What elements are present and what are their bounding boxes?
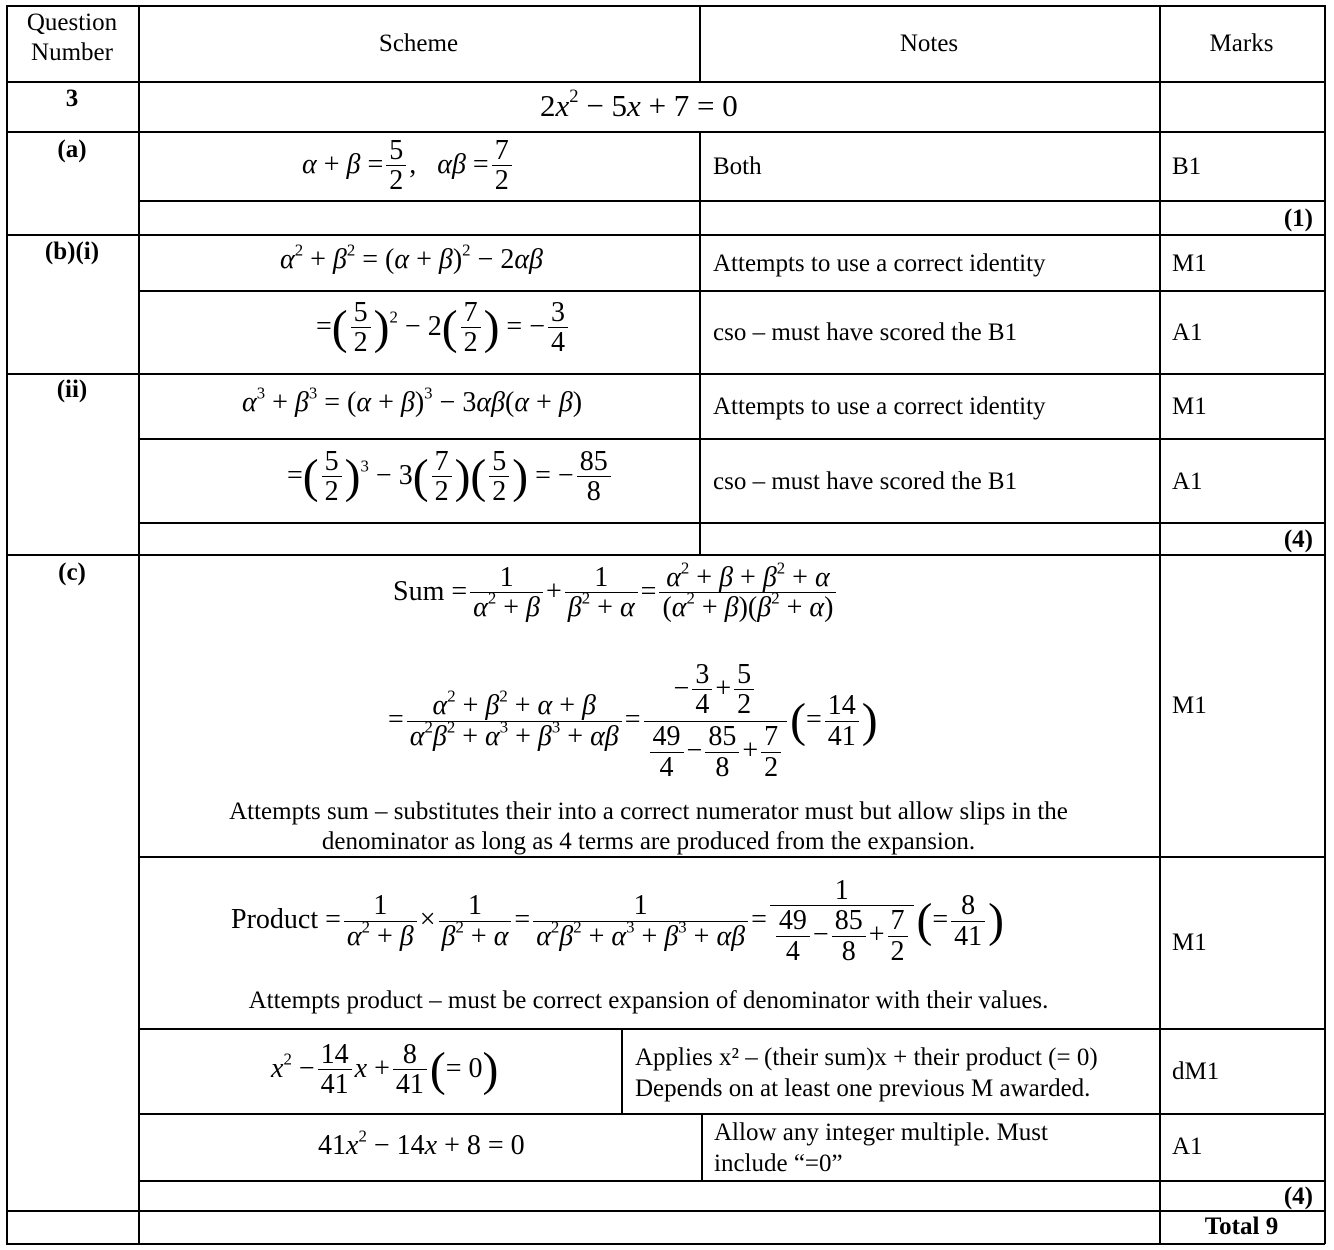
rule xyxy=(6,1210,1325,1212)
part-b-i-mark-1: M1 xyxy=(1172,250,1207,277)
part-b-ii-value: =( $\frac{5}{2}$ )$^3$ − 3( $\frac{7}{2}$ )( $\frac{5}{2}$ ) = − $\frac{85}{8}$ xyxy=(287,447,614,508)
part-a-subtotal: (1) xyxy=(1283,205,1313,232)
rule xyxy=(138,1113,1325,1115)
header-marks: Marks xyxy=(1209,30,1274,57)
part-c-final-mark: A1 xyxy=(1172,1133,1203,1160)
rule xyxy=(699,131,701,555)
part-a-note: Both xyxy=(713,153,762,180)
rule xyxy=(621,1028,623,1114)
part-c-sum-note-1: Attempts sum – substitutes their into a correct numerator must but allow slips in the xyxy=(229,798,1068,825)
rule xyxy=(6,554,1325,556)
part-c-subtotal: (4) xyxy=(1283,1183,1313,1210)
part-b-i-mark-2: A1 xyxy=(1172,319,1203,346)
part-b-ii-mark-1: M1 xyxy=(1172,393,1207,420)
header-question-number-line1: Question xyxy=(26,9,118,36)
part-b-ii-identity: $\alpha^3 + \beta^3 = (\alpha + \beta)^3 - 3\alpha\beta(\alpha + \beta)$ xyxy=(242,383,583,418)
part-c-final-equation: $41x^2 - 14x + 8 = 0$ xyxy=(318,1126,525,1161)
part-b-subtotal: (4) xyxy=(1283,526,1313,553)
rule xyxy=(138,1180,1325,1182)
part-b-i-identity: $\alpha^2 + \beta^2 = (\alpha + \beta)^2 - 2\alpha\beta$ xyxy=(280,240,543,275)
part-b-ii-note-1: Attempts to use a correct identity xyxy=(713,393,1046,420)
part-c-equation-note-1: Applies x² – (their sum)x + their product (= 0) xyxy=(635,1044,1098,1071)
rule xyxy=(6,131,1325,133)
rule xyxy=(6,5,1325,7)
part-c-equation-mark: dM1 xyxy=(1172,1058,1220,1085)
part-b-i-note-2: cso – must have scored the B1 xyxy=(713,319,1018,346)
part-c-sum-line-2: = $\frac{\alpha^2 + \beta^2 + \alpha + \beta}{\alpha^2\beta^2 + \alpha^3 + \beta^3 + \alpha\beta}$ = − $\frac{3}{4}$ + $\frac{5}{2}$ $\frac{49}{4}$ − $\frac{85}{8}$ + $\frac{7}{2}$ (= $\frac{14}{41}$ ) xyxy=(388,659,878,783)
question-number: 3 xyxy=(65,85,79,112)
part-c-final-note-1: Allow any integer multiple. Must xyxy=(714,1119,1048,1146)
product-word: Product xyxy=(231,904,319,936)
rule xyxy=(6,5,8,1244)
part-b-ii-mark-2: A1 xyxy=(1172,468,1203,495)
part-c-final-note-2: include “=0” xyxy=(714,1150,843,1177)
rule xyxy=(138,5,140,1244)
rule xyxy=(138,200,1325,202)
rule xyxy=(701,1113,703,1181)
part-c-sum-note-2: denominator as long as 4 terms are produced from the expansion. xyxy=(321,828,976,855)
total-marks: Total 9 xyxy=(1204,1213,1279,1240)
rule xyxy=(138,1028,1325,1030)
rule xyxy=(1159,5,1161,1244)
part-b-i-label: (b)(i) xyxy=(44,238,100,265)
part-c-product-note: Attempts product – must be correct expansion of denominator with their values. xyxy=(248,987,1049,1014)
sum-word: Sum xyxy=(393,576,445,608)
part-b-ii-note-2: cso – must have scored the B1 xyxy=(713,468,1018,495)
part-c-product-mark: M1 xyxy=(1172,929,1207,956)
part-c-sum-mark: M1 xyxy=(1172,692,1207,719)
rule xyxy=(6,1243,1325,1245)
header-question-number-line2: Number xyxy=(31,39,113,66)
part-b-i-note-1: Attempts to use a correct identity xyxy=(713,250,1046,277)
part-c-label: (c) xyxy=(58,559,86,586)
header-scheme: Scheme xyxy=(378,30,459,57)
part-a-label: (a) xyxy=(57,136,87,163)
part-c-equation: $x^2$ − $\frac{14}{41}$ x + $\frac{8}{41}$ (= 0) xyxy=(271,1039,499,1101)
part-a-scheme: α + β = $\frac{5}{2}$ , αβ = $\frac{7}{2}$ xyxy=(302,136,515,197)
rule xyxy=(138,290,1325,292)
rule xyxy=(6,234,1325,236)
part-c-product: Product = $\frac{1}{\alpha^2 + \beta}$ × $\frac{1}{\beta^2 + \alpha}$ = $\frac{1}{\alpha^2\beta^2 + \alpha^3 + \beta^3 + \alpha\beta}$ = 1 $\frac{49}{4}$ − $\frac{85}{8}$ + $\frac{7}{2}$ (= $\frac{8}{41}$ ) xyxy=(231,875,1005,967)
header-notes: Notes xyxy=(899,30,959,57)
rule xyxy=(1324,5,1326,1244)
rule xyxy=(6,81,1325,83)
part-b-i-value: =( $\frac{5}{2}$ )$^2$ − 2( $\frac{7}{2}$ ) = − $\frac{3}{4}$ xyxy=(316,298,571,359)
part-c-equation-note-2: Depends on at least one previous M awarded. xyxy=(635,1075,1091,1102)
part-b-ii-label: (ii) xyxy=(56,376,88,403)
rule xyxy=(6,373,1325,375)
part-c-sum-line-1: Sum = $\frac{1}{\alpha^2 + \beta}$ + $\frac{1}{\beta^2 + \alpha}$ = $\frac{\alpha^2 + \beta + \beta^2 + \alpha}{(\alpha^2 + \beta)(\beta^2 + \alpha)}$ xyxy=(393,563,839,624)
question-equation: $2x^2 - 5x + 7 = 0$ xyxy=(540,86,738,123)
rule xyxy=(138,522,1325,524)
part-a-mark: B1 xyxy=(1172,153,1202,180)
rule xyxy=(138,438,1325,440)
